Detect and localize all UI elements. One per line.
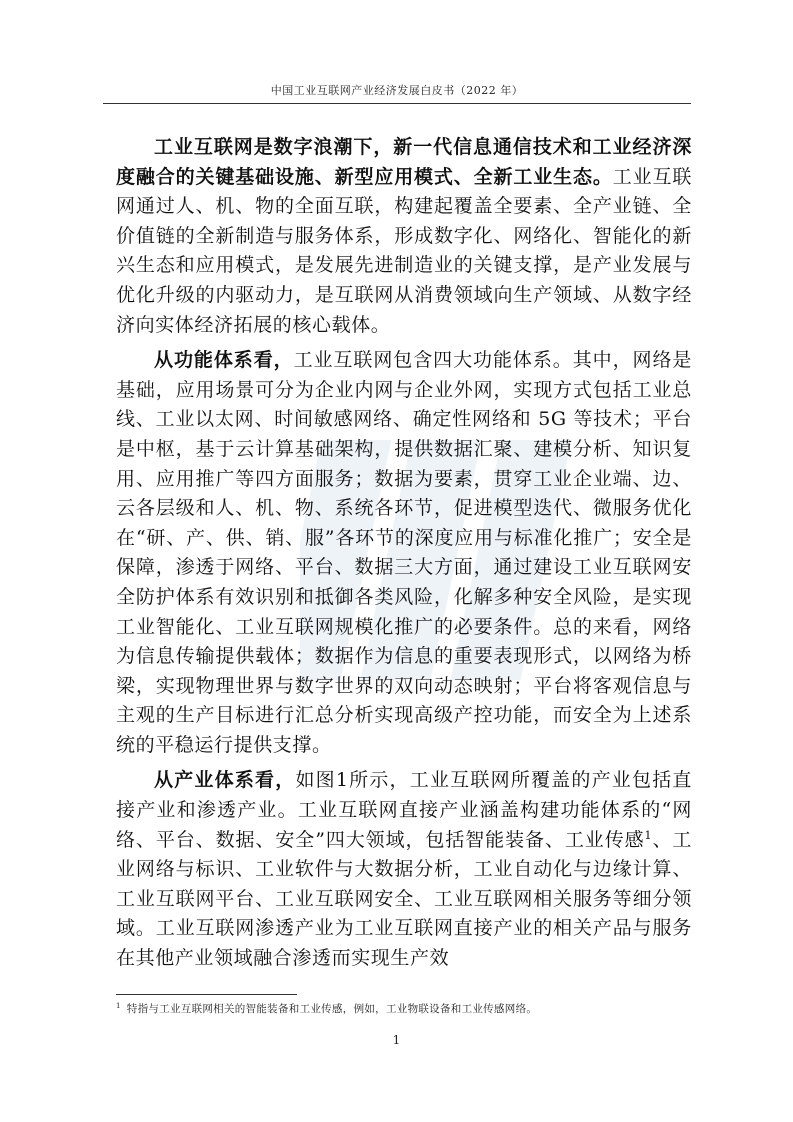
paragraph-2-lead: 从功能体系看， (154, 349, 294, 372)
paragraph-1-lead: 工业互联网是数字浪潮下，新一代信息通信技术和工业经济深度融合的关键基础设施、新型应用模式、全新工业生态。 (116, 136, 692, 188)
paragraph-3-text-a: 如图1所示，工业互联网所覆盖的产业包括直接产业和渗透产业。工业互联网直接产业涵盖构建功能体系的“网络、平台、数据、安全”四大领域，包括智能装备、工业传感 (116, 769, 693, 851)
footnote-mark: 1 (116, 1002, 121, 1010)
footnote-reference[interactable]: 1 (644, 828, 653, 842)
paragraph-3-text-b: 、工业网络与标识、工业软件与大数据分析，工业自动化与边缘计算、工业互联网平台、工业互联网安全、工业互联网相关服务等细分领域。工业互联网渗透产业为工业互联网直接产业的相关产品与服务在其他产业领域融合渗透而实现生产效 (116, 828, 692, 970)
paragraph-2 (116, 346, 692, 760)
paragraph-1-text: 工业互联网通过人、机、物的全面互联，构建起覆盖全要素、全产业链、全价值链的全新制造与服务体系，形成数字化、网络化、智能化的新兴生态和应用模式，是发展先进制造业的关键支撑，是产业发展与优化升级的内驱动力，是互联网从消费领域向生产领域、从数字经济向实体经济拓展的核心载体。 (116, 165, 692, 336)
paragraph-3 (116, 766, 692, 973)
paragraph-1 (116, 133, 692, 340)
body-text (116, 133, 692, 974)
paragraph-3-lead: 从产业体系看， (154, 769, 296, 792)
footnote-text: 特指与工业互联网相关的智能装备和工业传感，例如，工业物联设备和工业传感网络。 (126, 1003, 538, 1015)
paragraph-2-text: 工业互联网包含四大功能体系。其中，网络是基础，应用场景可分为企业内网与企业外网，实现方式包括工业总线、工业以太网、时间敏感网络、确定性网络和 5G 等技术；平台是中枢，基于云计算基础架构，提供数据汇聚、建模分析、知识复用、应用推广等四方面服务；数据为要素，贯穿工业企业端、边、云各层级和人、机、物、系统各环节，促进模型迭代、微服务优化在“研、产、供、销、服”各环节的深度应用与标准化推广；安全是保障，渗透于网络、平台、数据三大方面，通过建设工业互联网安全防护体系有效识别和抵御各类风险，化解多种安全风险，是实现工业智能化、工业互联网规模化推广的必要条件。总的来看，网络为信息传输提供载体；数据作为信息的重要表现形式，以网络为桥梁，实现物理世界与数字世界的双向动态映射；平台将客观信息与主观的生产目标进行汇总分析实现高级产控功能，而安全为上述系统的平稳运行提供支撑。 (116, 349, 692, 756)
running-header: 中国工业互联网产业经济发展白皮书（2022 年） (270, 84, 524, 97)
footnote-rule (116, 994, 297, 995)
page-number: 1 (392, 1033, 401, 1047)
footnote (116, 1001, 537, 1016)
header-rule (103, 103, 691, 104)
